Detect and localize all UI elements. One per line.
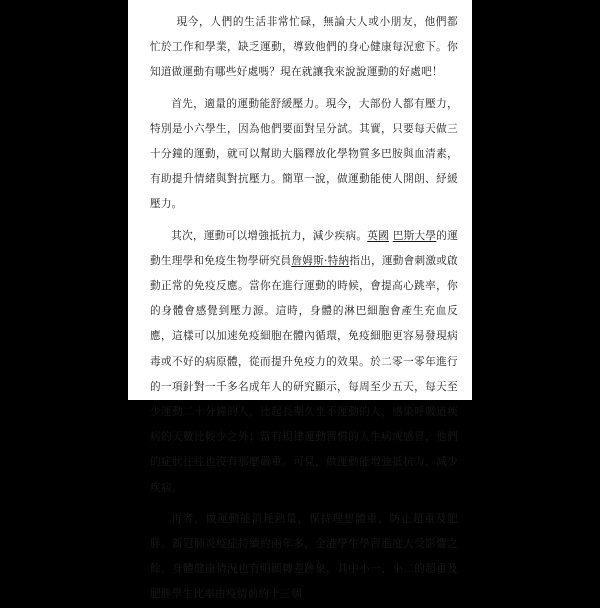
paragraph-text: 指出，運動會刺激或啟動正常的免疫反應。當你在進行運動的時候，會提高心跳率，你的身體會感覺到壓力源。這時，身體的淋巴細胞會產生充血反應，這樣可以加速免疫細胞在體內循環，免疫細胞更容易發現病毒或不好的病原體，從而提升免疫力的效果。於二零一零年進行的一項針對一千多名成年人的研究顯示，每周至少五天，每天至少運動二十分鐘的人，比起長期久坐不運動的人，感染呼吸道疾病的天數比較少之外；當有規律運動習慣的人生病或感冒，他們的症狀往往也沒有那麼嚴重。可見，做運動能增強抵抗力，減少疾病。	[150, 254, 459, 494]
paragraph-immunity	[150, 224, 458, 501]
paragraph-text: 再者，做運動能消耗熱量，保持理想體重，防止超重及肥胖。新冠肺炎疫症持續約兩年多，全港學生學習進度大受影響之餘，身體健康情況也有明顯轉差跡象，其中小一、小二的超重及肥胖學生比率由疫情前約十三個	[150, 512, 458, 601]
paragraph-text: 的運動生理學和免疫生物學研究員	[150, 229, 459, 267]
paragraph-text: 現今，人們的生活非常忙碌，無論大人或小朋友，他們都忙於工作和學業，缺乏運動，導致他們的身心健康每況愈下。你知道做運動有哪些好處嗎？現在就讓我來說說運動的好處吧！	[150, 16, 458, 79]
paragraph-stress-relief	[150, 92, 458, 218]
paragraph-text: 其次，運動可以增強抵抗力，減少疾病。	[171, 229, 368, 242]
underlined-university-name: 巴斯大學	[392, 229, 437, 242]
underlined-place-name: 英國	[367, 229, 390, 242]
document-page	[128, 0, 472, 601]
paragraph-weight	[150, 507, 458, 608]
paragraph-intro	[150, 10, 458, 86]
underlined-person-name: 詹姆斯·特納	[291, 254, 350, 267]
paragraph-text: 首先，適量的運動能舒緩壓力。現今，大部份人都有壓力，特別是小六學生，因為他們要面對呈分試。其實，只要每天做三十分鐘的運動，就可以幫助大腦釋放化學物質多巴胺與血清素，有助提升情緒與對抗壓力。簡單一說，做運動能使人開朗、紓緩壓力。	[150, 97, 458, 211]
